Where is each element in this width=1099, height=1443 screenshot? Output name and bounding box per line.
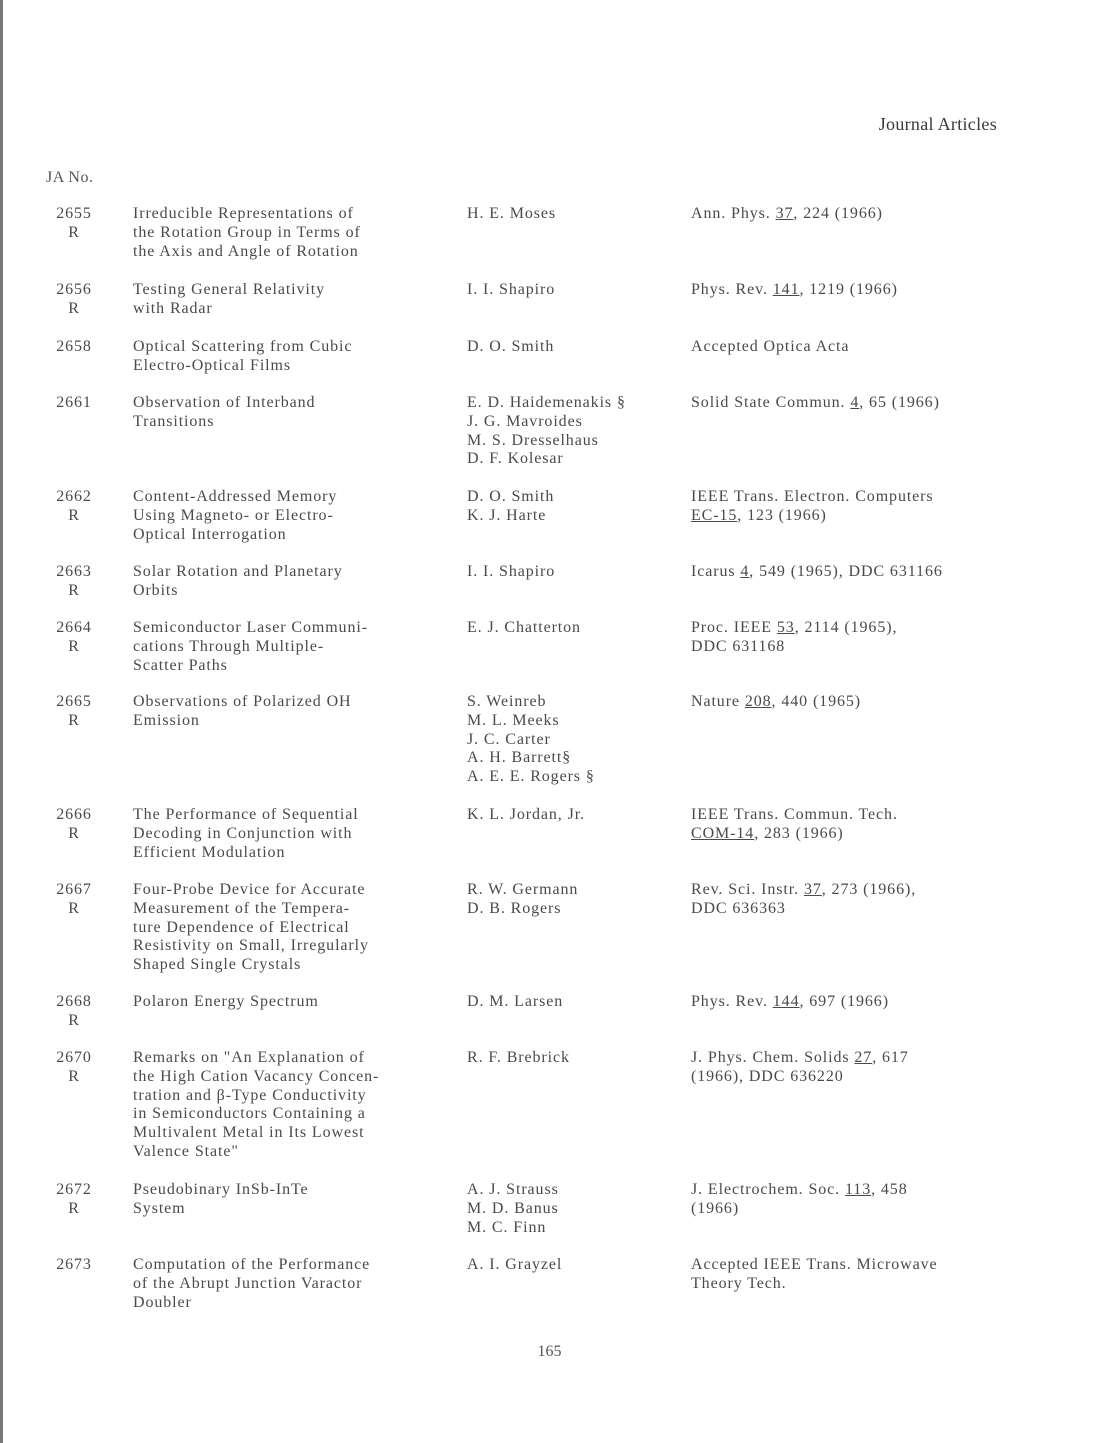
article-entry (0, 688, 1099, 801)
article-entry (0, 614, 1099, 688)
author-name: J. C. Carter (467, 730, 551, 748)
ja-number-cell (46, 693, 102, 731)
author-name: R. F. Brebrick (467, 1049, 570, 1066)
title-line: Irreducible Representations of (133, 205, 354, 222)
title-line: cations Through Multiple- (133, 637, 325, 655)
citation-volume: 4 (740, 563, 750, 580)
ja-number: 2665 (56, 693, 92, 710)
article-citation (691, 693, 1031, 712)
article-authors (467, 338, 677, 357)
ja-number-cell (46, 488, 102, 526)
author-name: D. F. Kolesar (467, 450, 564, 468)
ja-number: 2661 (56, 394, 92, 411)
title-line: Optical Interrogation (133, 525, 287, 543)
author-name: K. J. Harte (467, 506, 547, 524)
author-name: H. E. Moses (467, 205, 557, 222)
article-authors (467, 693, 677, 787)
citation-line (691, 619, 1031, 638)
ja-number: 2658 (56, 338, 92, 355)
citation-line (691, 825, 1031, 844)
title-line: Valence State" (133, 1142, 239, 1160)
citation-line (691, 338, 1031, 357)
title-line: the Rotation Group in Terms of (133, 223, 361, 241)
citation-line (691, 1068, 1031, 1087)
article-title (133, 619, 453, 675)
article-entry (0, 389, 1099, 483)
reprint-mark: R (68, 824, 80, 842)
citation-line (691, 1256, 1031, 1275)
title-line: System (133, 1199, 186, 1217)
reprint-mark: R (68, 1067, 80, 1085)
reprint-mark: R (68, 506, 80, 524)
citation-volume: 4 (850, 394, 860, 411)
ja-number: 2673 (56, 1256, 92, 1273)
article-authors (467, 619, 677, 638)
ja-number: 2666 (56, 806, 92, 823)
ja-number-cell (46, 394, 102, 413)
citation-volume: 208 (744, 693, 772, 710)
citation-text: , 2114 (1965), (794, 619, 898, 636)
article-title (133, 205, 453, 261)
citation-text: DDC 631168 (691, 637, 786, 655)
ja-number: 2662 (56, 488, 92, 505)
article-citation (691, 1049, 1031, 1087)
article-entry (0, 876, 1099, 988)
article-title (133, 806, 453, 862)
article-title (133, 993, 453, 1012)
article-citation (691, 1256, 1031, 1294)
article-citation (691, 281, 1031, 300)
citation-text: , 273 (1966), (821, 881, 917, 898)
title-line: Electro-Optical Films (133, 356, 291, 374)
author-name: D. B. Rogers (467, 899, 562, 917)
citation-text: , 697 (1966) (799, 993, 889, 1010)
article-citation (691, 881, 1031, 919)
ja-number-cell (46, 881, 102, 919)
citation-volume: EC-15 (691, 506, 738, 524)
citation-line (691, 806, 1031, 825)
author-name: A. I. Grayzel (467, 1256, 563, 1273)
author-name: A. E. E. Rogers § (467, 768, 595, 786)
author-name: M. D. Banus (467, 1199, 559, 1217)
page-number: 165 (537, 1343, 562, 1360)
author-name: R. W. Germann (467, 881, 579, 898)
title-line: Four-Probe Device for Accurate (133, 881, 366, 898)
article-authors (467, 1181, 677, 1237)
title-line: Multivalent Metal in Its Lowest (133, 1124, 365, 1142)
citation-text: Ann. Phys. (691, 205, 776, 222)
citation-volume: 37 (775, 205, 794, 222)
article-authors (467, 205, 677, 224)
author-name: A. J. Strauss (467, 1181, 559, 1198)
ja-number: 2656 (56, 281, 92, 298)
citation-text: Icarus (691, 563, 741, 580)
title-line: Semiconductor Laser Communi- (133, 619, 368, 636)
ja-number: 2655 (56, 205, 92, 222)
title-line: Decoding in Conjunction with (133, 824, 353, 842)
article-authors (467, 394, 677, 469)
citation-line (691, 394, 1031, 413)
article-citation (691, 563, 1031, 582)
citation-text: (1966), DDC 636220 (691, 1067, 844, 1085)
ja-number: 2672 (56, 1181, 92, 1198)
ja-number-cell (46, 281, 102, 319)
article-authors (467, 881, 677, 919)
ja-number: 2667 (56, 881, 92, 898)
article-title (133, 1181, 453, 1219)
title-line: Remarks on "An Explanation of (133, 1049, 365, 1066)
article-title (133, 881, 453, 975)
reprint-mark: R (68, 1199, 80, 1217)
author-name: M. L. Meeks (467, 711, 560, 729)
citation-line (691, 993, 1031, 1012)
citation-text: , 65 (1966) (859, 394, 940, 411)
article-citation (691, 806, 1031, 844)
article-authors (467, 806, 677, 825)
title-line: Computation of the Performance (133, 1256, 371, 1273)
ja-number: 2668 (56, 993, 92, 1010)
reprint-mark: R (68, 1011, 80, 1029)
citation-text: IEEE Trans. Electron. Computers (691, 488, 934, 505)
article-citation (691, 205, 1031, 224)
ja-number-cell (46, 338, 102, 357)
author-name: S. Weinreb (467, 693, 547, 710)
article-title (133, 1049, 453, 1162)
citation-line (691, 1200, 1031, 1219)
article-title (133, 338, 453, 376)
citation-line (691, 1049, 1031, 1068)
author-name: J. G. Mavroides (467, 412, 583, 430)
title-line: Using Magneto- or Electro- (133, 506, 334, 524)
ja-number-cell (46, 993, 102, 1031)
citation-line (691, 638, 1031, 657)
citation-text: Phys. Rev. (691, 993, 773, 1010)
citation-line (691, 507, 1031, 526)
citation-line (691, 1181, 1031, 1200)
citation-text: , 458 (871, 1181, 908, 1198)
article-entry (0, 200, 1099, 276)
author-name: E. J. Chatterton (467, 619, 581, 636)
title-line: Testing General Relativity (133, 281, 326, 298)
article-authors (467, 993, 677, 1012)
article-entry (0, 333, 1099, 389)
article-entry (0, 483, 1099, 558)
title-line: Scatter Paths (133, 656, 228, 674)
citation-text: Phys. Rev. (691, 281, 773, 298)
article-authors (467, 563, 677, 582)
section-title: Journal Articles (878, 114, 997, 134)
title-line: of the Abrupt Junction Varactor (133, 1274, 363, 1292)
citation-line (691, 563, 1031, 582)
reprint-mark: R (68, 711, 80, 729)
author-name: A. H. Barrett§ (467, 749, 572, 767)
ja-number-cell (46, 1256, 102, 1275)
ja-number: 2663 (56, 563, 92, 580)
ja-number-cell (46, 563, 102, 601)
article-citation (691, 488, 1031, 526)
citation-volume: 113 (844, 1181, 872, 1198)
title-line: Polaron Energy Spectrum (133, 993, 319, 1010)
citation-text: , 1219 (1966) (799, 281, 898, 298)
citation-text: Rev. Sci. Instr. (691, 881, 804, 898)
article-list (0, 200, 1099, 1311)
article-authors (467, 281, 677, 300)
article-entry (0, 558, 1099, 614)
citation-text: DDC 636363 (691, 899, 786, 917)
citation-text: J. Phys. Chem. Solids (691, 1049, 855, 1066)
article-citation (691, 338, 1031, 357)
citation-text: , 123 (1966) (737, 506, 827, 524)
citation-text: Theory Tech. (691, 1274, 787, 1292)
citation-volume: 37 (803, 881, 822, 898)
title-line: in Semiconductors Containing a (133, 1105, 366, 1123)
article-title (133, 394, 453, 432)
citation-text: Nature (691, 693, 745, 710)
ja-number: 2664 (56, 619, 92, 636)
title-line: Optical Scattering from Cubic (133, 338, 353, 355)
title-line: Observation of Interband (133, 394, 316, 411)
title-line: tration and β-Type Conductivity (133, 1086, 367, 1104)
title-line: Pseudobinary InSb-InTe (133, 1181, 309, 1198)
author-name: M. S. Dresselhaus (467, 431, 599, 449)
article-entry (0, 1176, 1099, 1251)
citation-text: , 224 (1966) (793, 205, 883, 222)
article-title (133, 563, 453, 601)
author-name: I. I. Shapiro (467, 563, 556, 580)
article-citation (691, 993, 1031, 1012)
citation-line (691, 900, 1031, 919)
article-citation (691, 394, 1031, 413)
citation-text: , 617 (872, 1049, 909, 1066)
article-entry (0, 276, 1099, 333)
title-line: Resistivity on Small, Irregularly (133, 937, 369, 955)
citation-volume: 27 (854, 1049, 873, 1066)
author-name: D. M. Larsen (467, 993, 564, 1010)
citation-line (691, 205, 1031, 224)
article-title (133, 281, 453, 319)
citation-text: Accepted IEEE Trans. Microwave (691, 1256, 938, 1273)
article-citation (691, 619, 1031, 657)
reprint-mark: R (68, 581, 80, 599)
title-line: Transitions (133, 412, 215, 430)
author-name: K. L. Jordan, Jr. (467, 806, 585, 823)
title-line: The Performance of Sequential (133, 806, 359, 823)
citation-text: Accepted Optica Acta (691, 338, 850, 355)
reprint-mark: R (68, 223, 80, 241)
article-authors (467, 1049, 677, 1068)
reprint-mark: R (68, 637, 80, 655)
title-line: Observations of Polarized OH (133, 693, 352, 710)
article-title (133, 1256, 453, 1312)
citation-line (691, 1275, 1031, 1294)
author-name: I. I. Shapiro (467, 281, 556, 298)
title-line: Doubler (133, 1293, 192, 1311)
citation-text: Solid State Commun. (691, 394, 851, 411)
reprint-mark: R (68, 899, 80, 917)
article-entry (0, 801, 1099, 876)
article-citation (691, 1181, 1031, 1219)
citation-text: , 549 (1965), DDC 631166 (749, 563, 943, 580)
citation-text: J. Electrochem. Soc. (691, 1181, 845, 1198)
article-entry (0, 1044, 1099, 1176)
citation-text: , 440 (1965) (771, 693, 862, 710)
author-name: M. C. Finn (467, 1218, 547, 1236)
reprint-mark: R (68, 299, 80, 317)
ja-number-cell (46, 1181, 102, 1219)
title-line: Efficient Modulation (133, 843, 286, 861)
ja-number-cell (46, 205, 102, 243)
title-line: Content-Addressed Memory (133, 488, 338, 505)
article-title (133, 693, 453, 731)
author-name: D. O. Smith (467, 338, 555, 355)
citation-line (691, 693, 1031, 712)
ja-number-cell (46, 806, 102, 844)
title-line: the Axis and Angle of Rotation (133, 242, 359, 260)
title-line: with Radar (133, 299, 213, 317)
citation-line (691, 881, 1031, 900)
article-title (133, 488, 453, 544)
title-line: Solar Rotation and Planetary (133, 563, 343, 580)
article-authors (467, 1256, 677, 1275)
citation-line (691, 281, 1031, 300)
article-entry (0, 988, 1099, 1044)
citation-text: IEEE Trans. Commun. Tech. (691, 806, 898, 823)
citation-text: (1966) (691, 1199, 740, 1217)
article-authors (467, 488, 677, 526)
ja-number-cell (46, 1049, 102, 1087)
citation-volume: COM-14 (691, 824, 755, 842)
title-line: Shaped Single Crystals (133, 956, 302, 974)
citation-volume: 141 (772, 281, 800, 298)
title-line: the High Cation Vacancy Concen- (133, 1067, 380, 1085)
ja-number-column-label: JA No. (46, 169, 94, 186)
title-line: Emission (133, 711, 200, 729)
citation-volume: 144 (772, 993, 800, 1010)
title-line: ture Dependence of Electrical (133, 918, 350, 936)
title-line: Orbits (133, 581, 179, 599)
citation-volume: 53 (776, 619, 795, 636)
title-line: Measurement of the Tempera- (133, 899, 351, 917)
author-name: E. D. Haidemenakis § (467, 394, 626, 411)
author-name: D. O. Smith (467, 488, 555, 505)
ja-number: 2670 (56, 1049, 92, 1066)
article-entry (0, 1251, 1099, 1311)
citation-text: , 283 (1966) (754, 824, 844, 842)
ja-number-cell (46, 619, 102, 657)
citation-line (691, 488, 1031, 507)
citation-text: Proc. IEEE (691, 619, 777, 636)
